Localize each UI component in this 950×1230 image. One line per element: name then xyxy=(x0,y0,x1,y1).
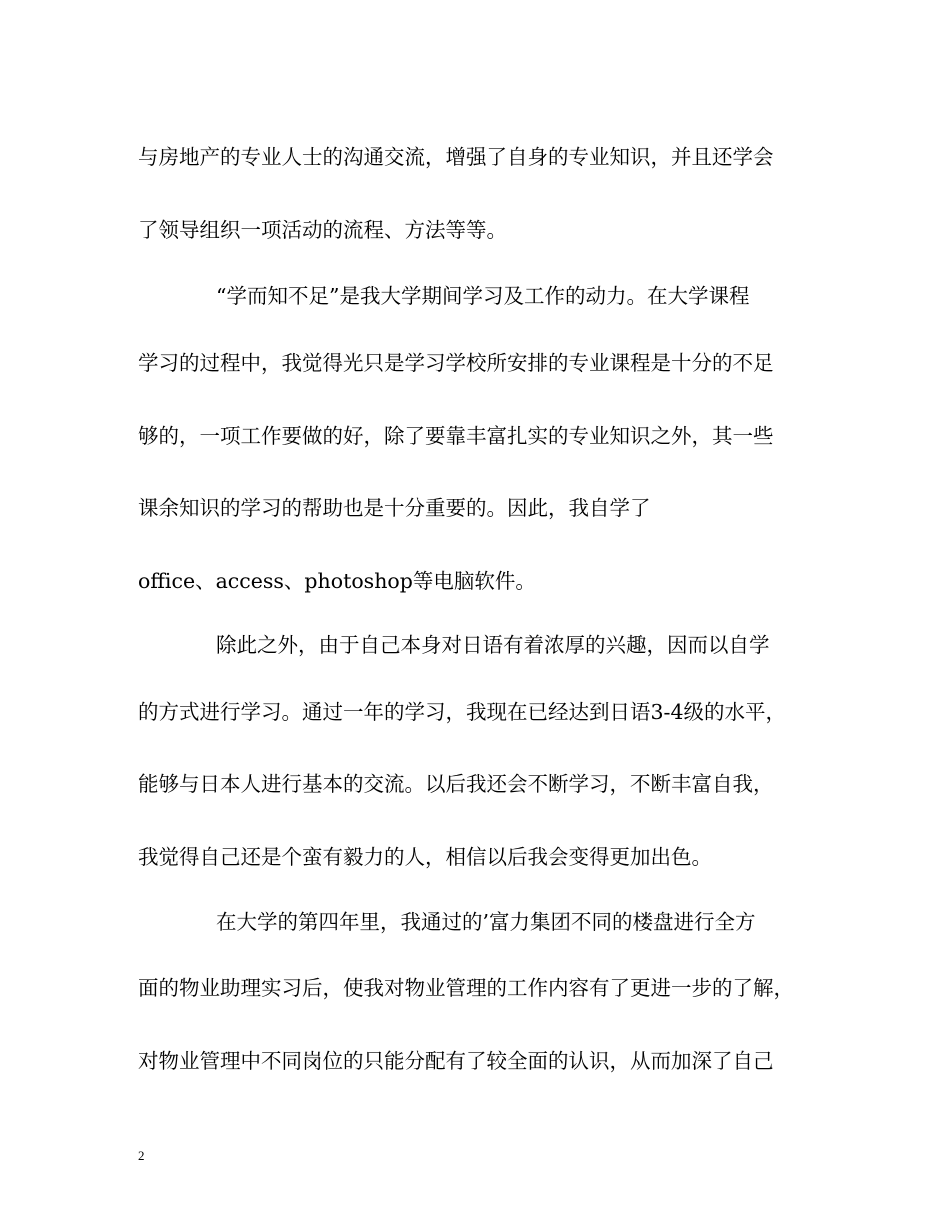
text-line-1: 与房地产的专业人士的沟通交流，增强了自身的专业知识，并且还学会 xyxy=(138,145,774,169)
text-line-2: 了领导组织一项活动的流程、方法等等。 xyxy=(138,218,507,242)
text-line-5: 够的，一项工作要做的好，除了要靠丰富扎实的专业知识之外，其一些 xyxy=(138,424,774,448)
page-number: 2 xyxy=(138,1148,145,1163)
text-line-4: 学习的过程中，我觉得光只是学习学校所安排的专业课程是十分的不足 xyxy=(138,351,774,375)
text-line-14: 对物业管理中不同岗位的只能分配有了较全面的认识，从而加深了自己 xyxy=(138,1049,774,1073)
text-line-9: 的方式进行学习。通过一年的学习，我现在已经达到日语3-4级的水平， xyxy=(138,700,787,724)
text-line-12: 在大学的第四年里，我通过的’富力集团不同的楼盘进行全方 xyxy=(216,910,756,934)
text-line-8: 除此之外，由于自己本身对日语有着浓厚的兴趣，因而以自学 xyxy=(216,633,770,657)
text-line-6: 课余知识的学习的帮助也是十分重要的。因此，我自学了 xyxy=(138,496,651,520)
text-line-11: 我觉得自己还是个蛮有毅力的人，相信以后我会变得更加出色。 xyxy=(138,845,712,869)
text-line-10: 能够与日本人进行基本的交流。以后我还会不断学习，不断丰富自我， xyxy=(138,772,774,796)
text-line-13: 面的物业助理实习后，使我对物业管理的工作内容有了更进一步的了解， xyxy=(138,976,794,1000)
text-line-3: “学而知不足”是我大学期间学习及工作的动力。在大学课程 xyxy=(216,284,750,308)
text-line-7: office、access、photoshop等电脑软件。 xyxy=(138,569,536,593)
